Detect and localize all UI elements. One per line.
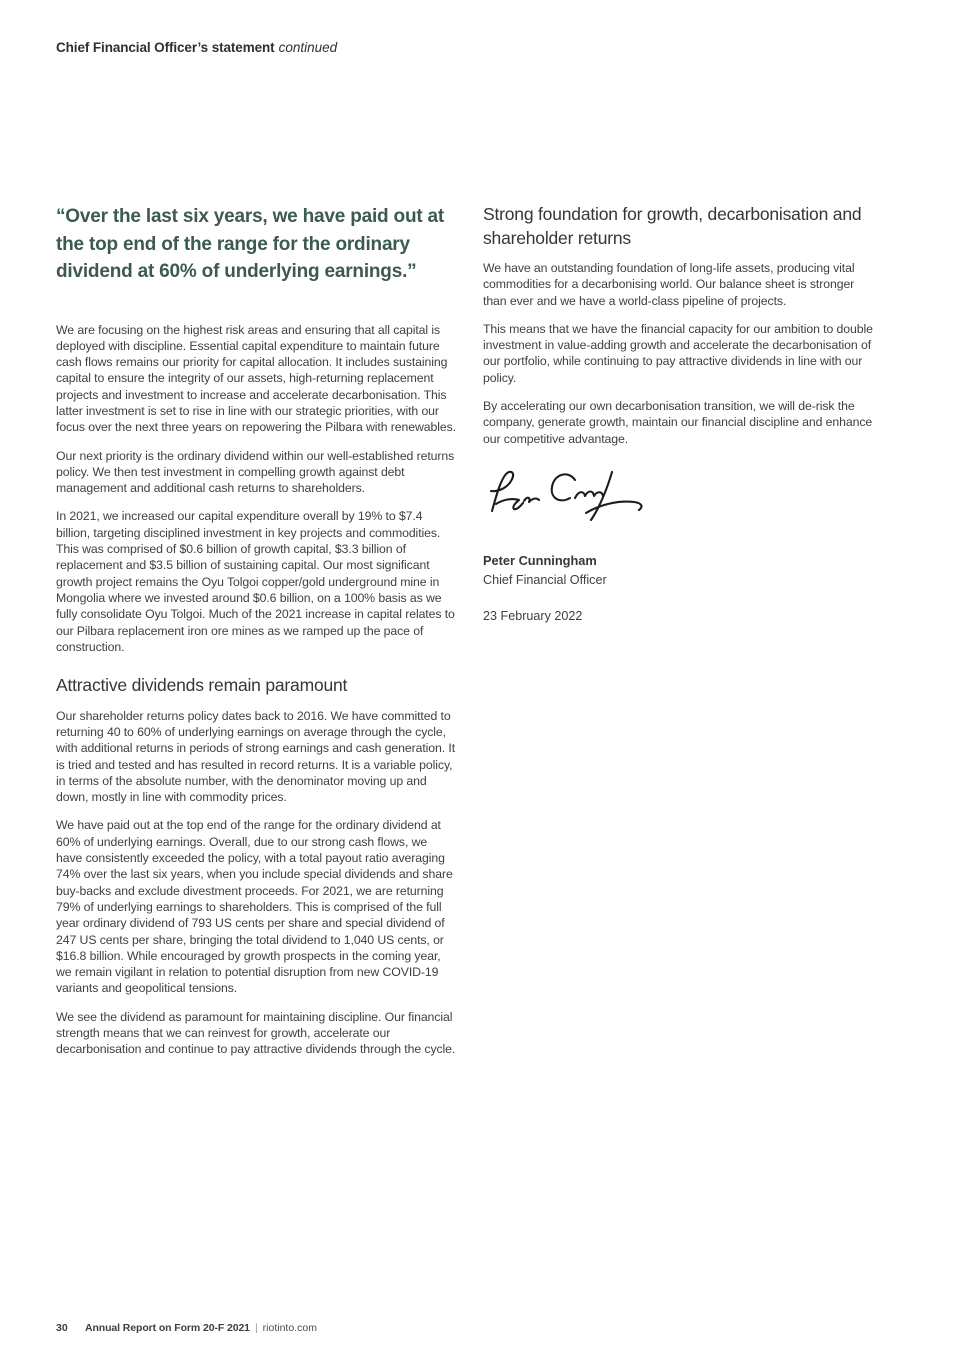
signature-date: 23 February 2022 xyxy=(483,608,583,623)
right-column xyxy=(483,203,881,1070)
body-paragraph: We see the dividend as paramount for maintaining discipline. Our financial strength means that we can reinvest for growth, accelerate our decarbonisation and continue to pay attractive dividends through the cycle. xyxy=(56,1009,456,1057)
footer-divider: | xyxy=(254,1322,258,1334)
body-paragraph: We have an outstanding foundation of long-life assets, producing vital commodities for a decarbonising world. Our balance sheet is stronger than ever and we have a world-class pipeline of projects. xyxy=(483,261,855,308)
page-footer xyxy=(56,1322,317,1334)
body-paragraph: Our next priority is the ordinary dividend within our well-established returns policy. We then test investment in compelling growth against debt management and additional cash returns to shareholders. xyxy=(56,448,455,496)
body-paragraph: We are focusing on the highest risk areas and ensuring that all capital is deployed with discipline. Essential capital expenditure to maintain future cash flows remains our priority for capital allocation. It includes sustaining capital to ensure the integrity of our assets, high-returning replacement projects and investment to increase and accelerate decarbonisation. This latter investment is set to rise in line with our strategic priorities, with our focus over the next three years on repowering the Pilbara with renewables. xyxy=(56,322,456,435)
footer-report-title: Annual Report on Form 20-F 2021 xyxy=(85,1322,250,1334)
pull-quote: “Over the last six years, we have paid out at the top end of the range for the ordinary dividend at 60% of underlying earnings.” xyxy=(56,206,445,282)
signatory-role: Chief Financial Officer xyxy=(483,572,607,587)
left-column xyxy=(56,203,456,1070)
content-columns xyxy=(56,203,881,1070)
body-paragraph: By accelerating our own decarbonisation transition, we will de-risk the company, generate growth, maintain our financial discipline and enhance our competitive advantage. xyxy=(483,399,873,446)
signature-block xyxy=(483,465,881,623)
peter-cunningham-signature-icon xyxy=(483,465,653,527)
page-header-title: Chief Financial Officer’s statement xyxy=(56,40,275,55)
page-number: 30 xyxy=(56,1322,68,1334)
signatory-name: Peter Cunningham xyxy=(483,552,597,568)
body-paragraph: This means that we have the financial capacity for our ambition to double investment in value-adding growth and accelerate the decarbonisation of our portfolio, while continuing to pay attractive dividends in line with our policy. xyxy=(483,321,873,385)
page-header-continued: continued xyxy=(278,40,338,55)
body-paragraph: We have paid out at the top end of the range for the ordinary dividend at 60% of underlying earnings. Overall, due to our strong cash flows, we have consistently exceeded the policy, with a total payout ratio averaging 74% over the last six years, when you include special dividends and share buy-backs and exclude divestment proceeds. For 2021, we are returning 79% of underlying earnings to shareholders. This is comprised of the full year ordinary dividend of 793 US cents per share and special dividend of 247 US cents per share, bringing the total dividend to 1,040 US cents, or $16.8 billion. While encouraged by growth prospects in the coming year, we remain vigilant in relation to potential disruption from new COVID-19 variants and geopolitical tensions. xyxy=(56,818,453,996)
page-header xyxy=(56,40,337,55)
section-heading-dividends: Attractive dividends remain paramount xyxy=(56,675,348,696)
footer-website: riotinto.com xyxy=(262,1322,317,1334)
section-heading-foundation: Strong foundation for growth, decarbonisation and shareholder returns xyxy=(483,204,862,248)
body-paragraph: Our shareholder returns policy dates back to 2016. We have committed to returning 40 to 60% of underlying earnings on average through the cycle, with additional returns in periods of strong earnings and cash generation. It is tried and tested and has resulted in record returns. It is a variable policy, in terms of the absolute number, with the denominator moving up and down, mostly in line with commodity prices. xyxy=(56,708,456,805)
body-paragraph: In 2021, we increased our capital expenditure overall by 19% to $7.4 billion, targeting disciplined investment in key projects and commodities. This was comprised of $0.6 billion of growth capital, $3.3 billion of replacement and $3.5 billion of sustaining capital. Our most significant growth project remains the Oyu Tolgoi copper/gold underground mine in Mongolia where we invested around $0.6 billion, on a 100% basis as we fully consolidate Oyu Tolgoi. Much of the 2021 increase in capital relates to our Pilbara replacement iron ore mines as we ramped up the pace of construction. xyxy=(56,509,455,654)
